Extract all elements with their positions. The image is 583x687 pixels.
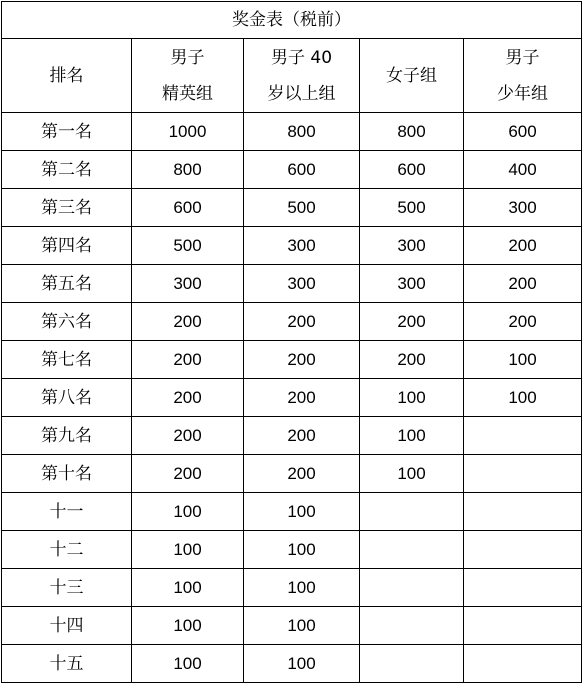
men-junior-cell: 600 [464,113,582,151]
table-row [2,607,582,645]
header-women-line: 女子组 [386,65,437,86]
women-cell: 300 [360,227,464,265]
rank-cell: 第六名 [2,303,132,341]
header-men-elite-line: 精英组 [162,83,213,104]
men-40-plus-cell: 300 [244,227,360,265]
women-cell: 800 [360,113,464,151]
men-junior-cell [464,417,582,455]
header-men-junior-line: 少年组 [497,83,548,104]
men-40-plus-cell: 100 [244,607,360,645]
men-40-plus-cell: 800 [244,113,360,151]
women-cell: 600 [360,151,464,189]
table-row [2,303,582,341]
men-junior-cell: 300 [464,189,582,227]
table-row [2,113,582,151]
table-row [2,189,582,227]
women-cell: 500 [360,189,464,227]
men-junior-cell [464,607,582,645]
men-junior-cell: 100 [464,379,582,417]
men-40-plus-cell: 200 [244,455,360,493]
women-cell: 100 [360,455,464,493]
women-cell: 100 [360,379,464,417]
women-cell: 300 [360,265,464,303]
women-cell: 200 [360,303,464,341]
table-row [2,455,582,493]
header-row [2,39,582,113]
men-junior-cell: 100 [464,341,582,379]
women-cell: 200 [360,341,464,379]
header-men-40-plus [244,39,360,113]
rank-cell: 十五 [2,645,132,683]
men-elite-cell: 100 [132,493,244,531]
table-row [2,493,582,531]
header-men-junior [464,39,582,113]
men-elite-cell: 500 [132,227,244,265]
women-cell [360,607,464,645]
table-row [2,379,582,417]
rank-cell: 第七名 [2,341,132,379]
prize-table-body [2,2,582,683]
title-row [2,2,582,39]
men-40-plus-cell: 100 [244,493,360,531]
women-cell [360,569,464,607]
men-junior-cell: 400 [464,151,582,189]
prize-table [1,1,582,683]
men-elite-cell: 100 [132,607,244,645]
men-junior-cell [464,569,582,607]
table-row [2,265,582,303]
table-row [2,569,582,607]
men-elite-cell: 100 [132,531,244,569]
men-40-plus-cell: 200 [244,379,360,417]
men-elite-cell: 100 [132,645,244,683]
rank-cell: 十四 [2,607,132,645]
men-40-plus-cell: 600 [244,151,360,189]
women-cell: 100 [360,417,464,455]
header-men-elite-line: 男子 [170,47,205,68]
rank-cell: 十三 [2,569,132,607]
table-row [2,341,582,379]
table-row [2,531,582,569]
men-junior-cell [464,531,582,569]
men-elite-cell: 200 [132,379,244,417]
men-junior-cell [464,645,582,683]
rank-cell: 第九名 [2,417,132,455]
men-elite-cell: 200 [132,303,244,341]
header-rank [2,39,132,113]
table-row [2,227,582,265]
men-elite-cell: 200 [132,341,244,379]
men-elite-cell: 1000 [132,113,244,151]
table-row [2,151,582,189]
men-40-plus-cell: 200 [244,417,360,455]
men-40-plus-cell: 200 [244,303,360,341]
rank-cell: 第二名 [2,151,132,189]
header-rank-line: 排名 [49,65,84,86]
table-title: 奖金表（税前） [2,2,582,39]
men-elite-cell: 200 [132,417,244,455]
rank-cell: 第五名 [2,265,132,303]
header-men-40-plus-line: 男子 40 [270,47,333,68]
rank-cell: 第四名 [2,227,132,265]
men-junior-cell: 200 [464,303,582,341]
men-40-plus-cell: 500 [244,189,360,227]
rank-cell: 第三名 [2,189,132,227]
men-40-plus-cell: 100 [244,645,360,683]
women-cell [360,531,464,569]
men-junior-cell: 200 [464,227,582,265]
rank-cell: 第八名 [2,379,132,417]
rank-cell: 十二 [2,531,132,569]
rank-cell: 第一名 [2,113,132,151]
men-elite-cell: 600 [132,189,244,227]
table-row [2,645,582,683]
men-junior-cell: 200 [464,265,582,303]
men-elite-cell: 100 [132,569,244,607]
header-men-junior-line: 男子 [505,47,540,68]
rank-cell: 十一 [2,493,132,531]
men-elite-cell: 800 [132,151,244,189]
men-40-plus-cell: 300 [244,265,360,303]
men-junior-cell [464,493,582,531]
men-40-plus-cell: 100 [244,531,360,569]
table-row [2,417,582,455]
men-40-plus-cell: 100 [244,569,360,607]
men-elite-cell: 300 [132,265,244,303]
header-men-elite [132,39,244,113]
men-junior-cell [464,455,582,493]
header-men-40-plus-line: 岁以上组 [267,83,336,104]
women-cell [360,645,464,683]
men-40-plus-cell: 200 [244,341,360,379]
women-cell [360,493,464,531]
men-elite-cell: 200 [132,455,244,493]
header-women [360,39,464,113]
rank-cell: 第十名 [2,455,132,493]
